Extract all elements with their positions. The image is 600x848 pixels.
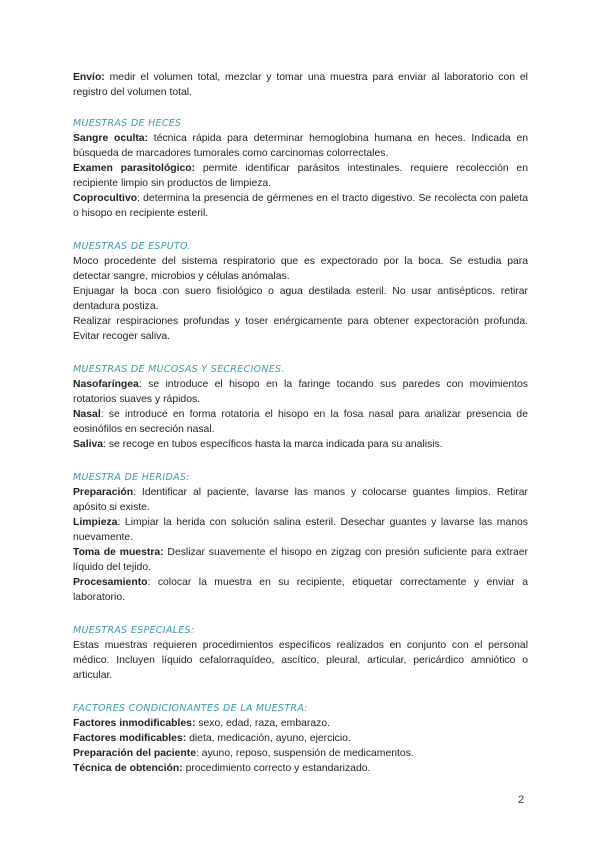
item-text: : se recoge en tubos específicos hasta la marca indicada para su analisis. [103, 439, 443, 450]
esputo-heading: MUESTRAS DE ESPUTO. [73, 241, 191, 252]
item-label: Preparación del paciente [73, 748, 197, 759]
esputo-paragraph: Realizar respiraciones profundas y toser enérgicamente para obtener expectoración profunda. Evitar recoger saliva. [73, 316, 528, 342]
heces-item [73, 191, 528, 221]
factores-item [73, 716, 528, 731]
heridas-item [73, 515, 528, 545]
envio-label: Envío: [73, 72, 105, 83]
item-text: sexo, edad, raza, embarazo. [195, 718, 330, 729]
mucosas-item [73, 377, 528, 407]
item-text: : Limpiar la herida con solución salina esteril. Desechar guantes y lavarse las manos nuevamente. [73, 517, 528, 543]
item-label: Preparación [73, 487, 134, 498]
factores-heading: FACTORES CONDICIONANTES DE LA MUESTRA: [73, 703, 308, 714]
item-label: Toma de muestra: [73, 547, 164, 558]
item-text: : se introduce el hisopo en la faringe tocando sus paredes con movimientos rotatorios suaves y rápidos. [73, 379, 528, 405]
heridas-item [73, 485, 528, 515]
item-text: : ayuno, reposo, suspensión de medicamentos. [196, 748, 414, 759]
mucosas-heading: MUESTRAS DE MUCOSAS Y SECRECIONES. [73, 364, 285, 375]
item-text: : se introduce en forma rotatoria el hisopo en la fosa nasal para analizar presencia de eosinófilos en secreción nasal. [73, 409, 528, 435]
heridas-item [73, 575, 528, 605]
item-label: Limpieza [73, 517, 118, 528]
factores-item [73, 746, 528, 761]
item-label: Procesamiento [73, 577, 148, 588]
item-label: Nasal [73, 409, 101, 420]
item-label: Factores inmodificables: [73, 718, 196, 729]
item-label: Factores modificables: [73, 733, 187, 744]
especiales-heading: MUESTRAS ESPECIALES: [73, 625, 195, 636]
item-text: dieta, medicación, ayuno, ejercicio. [186, 733, 351, 744]
heridas-item [73, 545, 528, 575]
item-text: Deslizar suavemente el hisopo en zigzag con presión suficiente para extraer líquido del tejido. [73, 547, 528, 573]
item-label: Técnica de obtención: [73, 763, 183, 774]
item-label: Examen parasitológico: [73, 163, 196, 174]
mucosas-item [73, 437, 528, 452]
item-text: : colocar la muestra en su recipiente, etiquetar correctamente y enviar a laboratorio. [73, 577, 528, 603]
factores-item [73, 731, 528, 746]
especiales-paragraph: Estas muestras requieren procedimientos específicos realizados en conjunto con el personal médico. Incluyen líquido cefalorraquídeo, ascítico, pleural, articular, pericárdico amniótico o articular. [73, 640, 528, 681]
esputo-paragraph: Enjuagar la boca con suero fisiológico o agua destilada esteril. No usar antisépticos. retirar dentadura postiza. [73, 286, 528, 312]
mucosas-item [73, 407, 528, 437]
factores-item [73, 761, 528, 776]
item-text: permite identificar parásitos intestinales. requiere recolección en recipiente limpio sin productos de limpieza. [73, 163, 528, 189]
item-text: técnica rápida para determinar hemoglobina humana en heces. Indicada en búsqueda de marcadores tumorales como carcinomas colorrectales. [73, 133, 528, 159]
heces-heading: MUESTRAS DE HECES [73, 118, 182, 129]
heces-item [73, 161, 528, 191]
item-label: Saliva [73, 439, 104, 450]
esputo-paragraph: Moco procedente del sistema respiratorio que es expectorado por la boca. Se estudia para detectar sangre, microbios y células anómalas. [73, 256, 528, 282]
item-text: : Identificar al paciente, lavarse las manos y colocarse guantes limpios. Retirar apósito si existe. [73, 487, 528, 513]
item-text: procedimiento correcto y estandarizado. [182, 763, 371, 774]
item-label: Nasofaríngea [73, 379, 139, 390]
heridas-heading: MUESTRA DE HERIDAS: [73, 472, 190, 483]
page-content [73, 70, 528, 776]
envio-paragraph [73, 70, 528, 100]
envio-text: medir el volumen total, mezclar y tomar una muestra para enviar al laboratorio con el registro del volumen total. [73, 72, 528, 98]
heces-item [73, 131, 528, 161]
item-label: Sangre oculta: [73, 133, 149, 144]
item-label: Coprocultivo [73, 193, 138, 204]
item-text: : determina la presencia de gérmenes en el tracto digestivo. Se recolecta con paleta o hisopo en recipiente esteril. [73, 193, 528, 219]
page-number: 2 [518, 794, 525, 806]
